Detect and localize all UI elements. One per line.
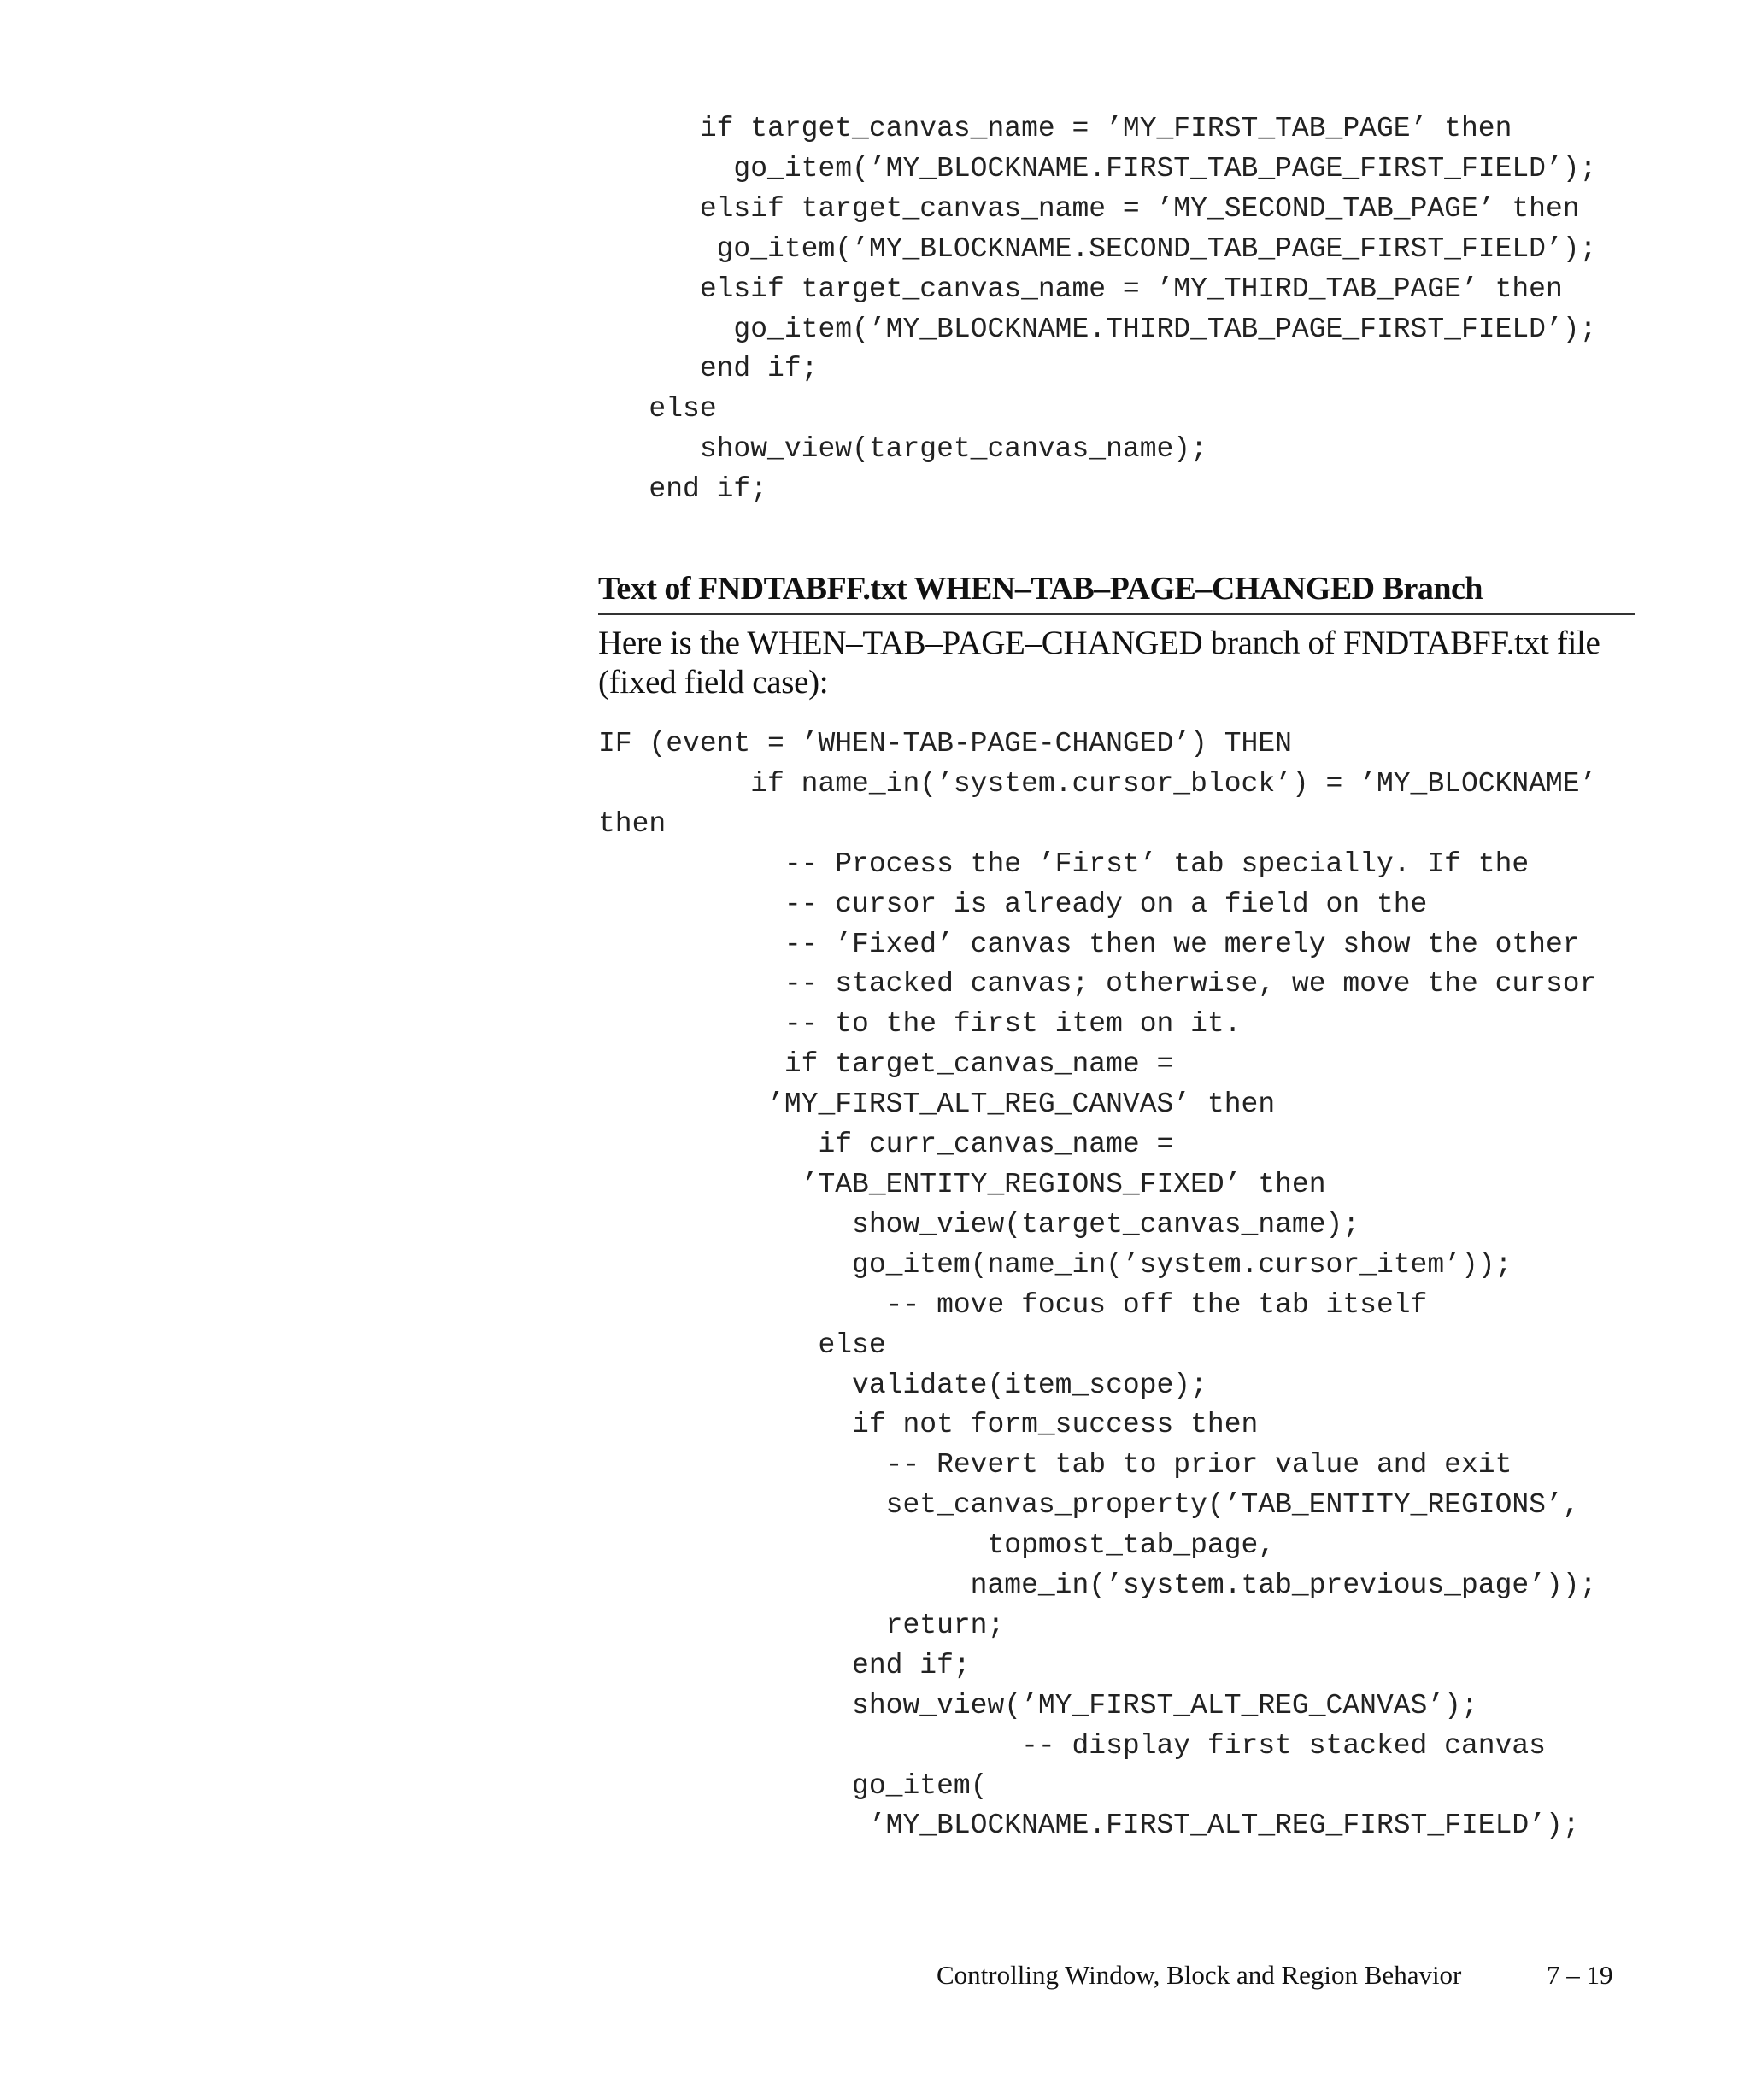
code-line: go_item(	[598, 1769, 988, 1802]
code-line: return;	[598, 1609, 1005, 1641]
code-line: -- cursor is already on a field on the	[598, 888, 1428, 920]
code-line: validate(item_scope);	[598, 1369, 1207, 1401]
code-line: show_view(’MY_FIRST_ALT_REG_CANVAS’);	[598, 1689, 1478, 1722]
code-line: name_in(’system.tab_previous_page’));	[598, 1569, 1597, 1602]
code-line: -- ’Fixed’ canvas then we merely show the other	[598, 928, 1580, 960]
code-line: if target_canvas_name = ’MY_FIRST_TAB_PAGE’ then	[598, 113, 1512, 144]
code-line: else	[598, 1329, 886, 1361]
code-line: if name_in(’system.cursor_block’) = ’MY_BLOCKNAME’	[598, 767, 1597, 800]
code-line: ’MY_BLOCKNAME.FIRST_ALT_REG_FIRST_FIELD’);	[598, 1810, 1580, 1842]
code-line: else	[598, 393, 717, 425]
code-line: if not form_success then	[598, 1409, 1259, 1441]
code-line: -- stacked canvas; otherwise, we move the cursor	[598, 968, 1597, 1000]
code-line: ’MY_FIRST_ALT_REG_CANVAS’ then	[598, 1088, 1276, 1121]
code-line: go_item(name_in(’system.cursor_item’));	[598, 1248, 1512, 1281]
code-line: elsif target_canvas_name = ’MY_THIRD_TAB_PAGE’ then	[598, 273, 1563, 305]
section-intro-paragraph: Here is the WHEN–TAB–PAGE–CHANGED branch of FNDTABFF.txt file (fixed field case):	[598, 625, 1600, 701]
code-line: IF (event = ’WHEN-TAB-PAGE-CHANGED’) THEN	[598, 728, 1292, 760]
code-line: go_item(’MY_BLOCKNAME.SECOND_TAB_PAGE_FIRST_FIELD’);	[598, 232, 1597, 265]
code-line: end if;	[598, 1649, 971, 1681]
code-line: if curr_canvas_name =	[598, 1129, 1174, 1161]
footer-chapter-title: Controlling Window, Block and Region Behavior	[937, 1960, 1462, 1990]
code-line: -- Process the ’First’ tab specially. If the	[598, 848, 1530, 880]
code-line: -- to the first item on it.	[598, 1008, 1242, 1041]
code-line: set_canvas_property(’TAB_ENTITY_REGIONS’,	[598, 1489, 1580, 1522]
code-line: -- move focus off the tab itself	[598, 1288, 1428, 1321]
code-line: -- display first stacked canvas	[598, 1729, 1546, 1762]
footer-page-number: 7 – 19	[1547, 1960, 1613, 1990]
code-block-top	[598, 109, 1596, 510]
code-line: go_item(’MY_BLOCKNAME.FIRST_TAB_PAGE_FIRST_FIELD’);	[598, 152, 1597, 185]
code-line: go_item(’MY_BLOCKNAME.THIRD_TAB_PAGE_FIRST_FIELD’);	[598, 313, 1597, 345]
code-line: then	[598, 807, 667, 840]
code-line: end if;	[598, 353, 819, 385]
section-heading: Text of FNDTABFF.txt WHEN–TAB–PAGE–CHANGED Branch	[598, 567, 1635, 615]
code-line: if target_canvas_name =	[598, 1048, 1174, 1081]
code-line: topmost_tab_page,	[598, 1529, 1276, 1562]
code-line: elsif target_canvas_name = ’MY_SECOND_TAB_PAGE’ then	[598, 192, 1580, 225]
code-line: -- Revert tab to prior value and exit	[598, 1449, 1512, 1481]
code-line: ’TAB_ENTITY_REGIONS_FIXED’ then	[598, 1168, 1326, 1200]
code-line: end if;	[598, 473, 768, 506]
code-line: show_view(target_canvas_name);	[598, 433, 1207, 466]
code-line: show_view(target_canvas_name);	[598, 1208, 1360, 1241]
code-block-main	[598, 724, 1596, 1846]
